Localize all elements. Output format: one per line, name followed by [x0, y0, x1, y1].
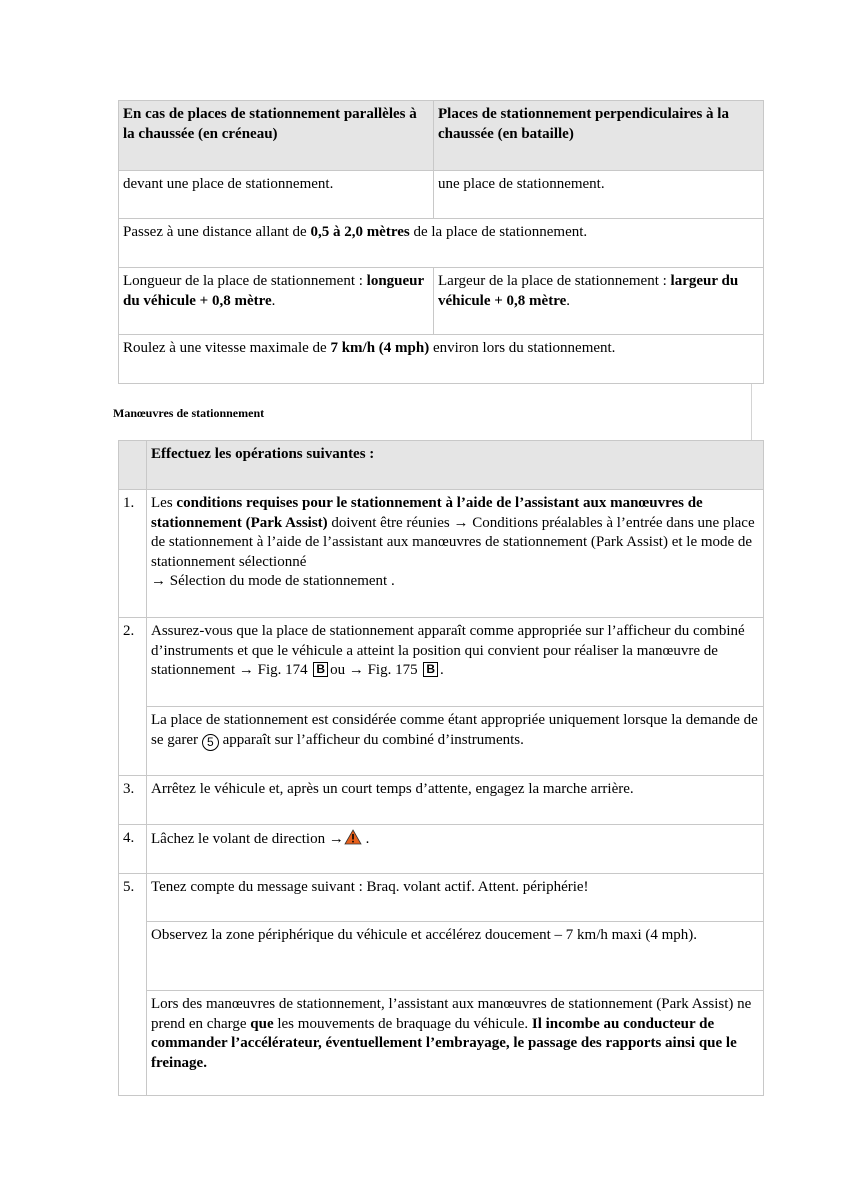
parking-space-table: [118, 100, 764, 384]
step-5-note-2: Lors des manœuvres de stationnement, l’assistant aux manœuvres de stationnement (Park Assist) ne prend en charge que les mouvements de braquage du véhicule. Il incombe au conducteur de commander l’accélérateur, éventuellement l’embrayage, le passage des rapports ainsi que le freinage.: [147, 991, 764, 1096]
cell-width: Largeur de la place de stationnement : largeur du véhicule + 0,8 mètre.: [434, 268, 764, 335]
table-row: [119, 219, 764, 268]
table-row: [119, 874, 764, 922]
table-row: [119, 825, 764, 874]
step-number: 5.: [119, 874, 147, 1096]
step-2-text: Assurez-vous que la place de stationnement apparaît comme appropriée sur l’afficheur du combiné d’instruments et que le véhicule a atteint la position qui convient pour réaliser la manœuvre de stationnement → Fig. 174 B ou → Fig. 175 B .: [147, 618, 764, 707]
step-number: 1.: [119, 490, 147, 618]
table-row: [119, 707, 764, 776]
step-5-note-1: Observez la zone périphérique du véhicule et accélérez doucement – 7 km/h maxi (4 mph).: [147, 922, 764, 991]
key-b-icon: B: [423, 662, 438, 677]
cell-perpendicular-position: une place de stationnement.: [434, 171, 764, 219]
step-5-text: Tenez compte du message suivant : Braq. volant actif. Attent. périphérie!: [147, 874, 764, 922]
step-number: 2.: [119, 618, 147, 776]
step-2-note: La place de stationnement est considérée comme étant appropriée uniquement lorsque la demande de se garer 5 apparaît sur l’afficheur du combiné d’instruments.: [147, 707, 764, 776]
table-row: [119, 991, 764, 1096]
cell-length: Longueur de la place de stationnement : longueur du véhicule + 0,8 mètre.: [119, 268, 434, 335]
table-row: [119, 490, 764, 618]
table-row: [119, 922, 764, 991]
header-empty: [119, 441, 147, 490]
steps-table: [118, 440, 764, 1096]
number-5-icon: 5: [202, 734, 219, 751]
header-steps: Effectuez les opérations suivantes :: [147, 441, 764, 490]
table-row: [119, 618, 764, 707]
header-parallel: En cas de places de stationnement parallèles à la chaussée (en créneau): [119, 101, 434, 171]
link-mode-selection[interactable]: → Sélection du mode de stationnement .: [151, 573, 395, 589]
table-row: [119, 335, 764, 384]
table-header-row: [119, 441, 764, 490]
key-b-icon: B: [313, 662, 328, 677]
header-perpendicular: Places de stationnement perpendiculaires à la chaussée (en bataille): [434, 101, 764, 171]
step-3-text: Arrêtez le véhicule et, après un court temps d’attente, engagez la marche arrière.: [147, 776, 764, 825]
step-1-text: Les conditions requises pour le stationnement à l’aide de l’assistant aux manœuvres de stationnement (Park Assist) doivent être réunies → Conditions préalables à l’entrée dans une place de stationnement à l’aide de l’assistant aux manœuvres de stationnement (Park Assist) et le mode de stationnement sélectionné → Sélection du mode de stationnement .: [147, 490, 764, 618]
cell-speed: Roulez à une vitesse maximale de 7 km/h (4 mph) environ lors du stationnement.: [119, 335, 764, 384]
step-number: 4.: [119, 825, 147, 874]
step-4-text: Lâchez le volant de direction → .: [147, 825, 764, 874]
cell-parallel-position: devant une place de stationnement.: [119, 171, 434, 219]
table-row: [119, 268, 764, 335]
divider: [751, 384, 752, 440]
step-number: 3.: [119, 776, 147, 825]
table-header-row: [119, 101, 764, 171]
warning-triangle-icon[interactable]: [344, 829, 362, 852]
table-row: [119, 776, 764, 825]
cell-distance: Passez à une distance allant de 0,5 à 2,0 mètres de la place de stationnement.: [119, 219, 764, 268]
table-row: [119, 171, 764, 219]
section-heading: Manœuvres de stationnement: [113, 406, 265, 420]
